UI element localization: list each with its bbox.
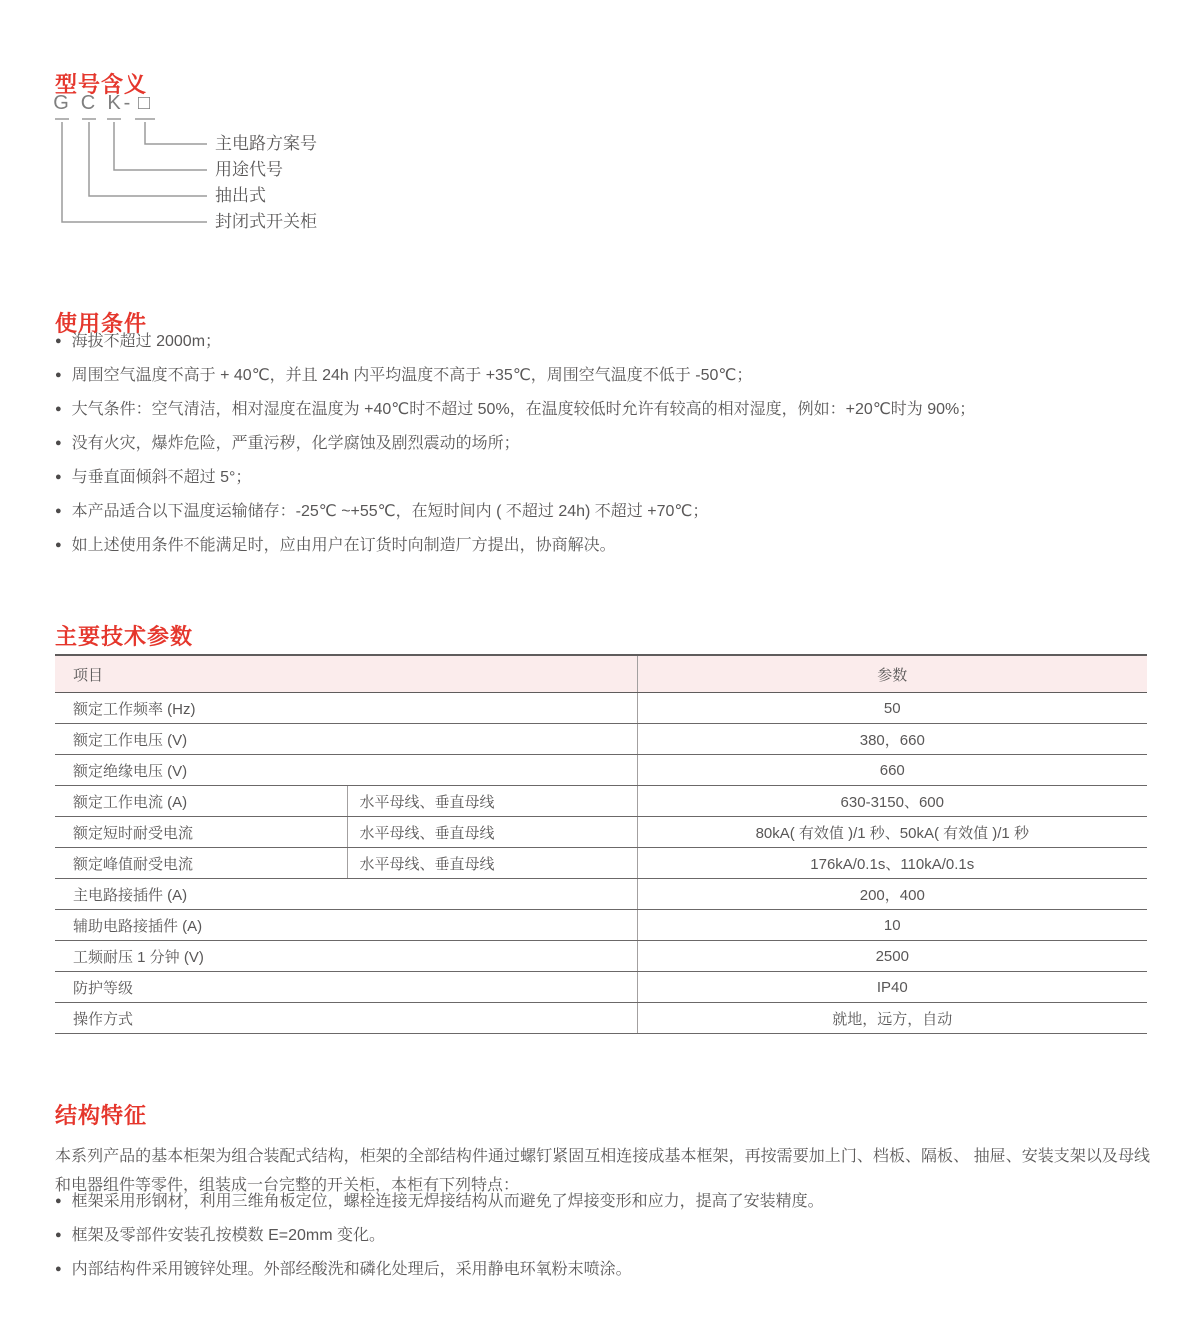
table-row (55, 910, 1147, 941)
model-code-connector-lines (0, 0, 780, 250)
list-item (55, 467, 1155, 488)
param-item: 额定工作电压 (V) (55, 724, 637, 755)
param-item: 额定工作频率 (Hz) (55, 693, 637, 724)
param-item: 额定工作电流 (A) (55, 786, 347, 817)
bullet-icon: ● (55, 403, 62, 415)
bullet-icon: ● (55, 1229, 62, 1241)
model-section-title: 型号含义 (55, 72, 148, 98)
column-header-item: 项目 (55, 655, 637, 693)
usage-conditions-list (55, 331, 1155, 569)
table-row (55, 879, 1147, 910)
param-value: 80kA( 有效值 )/1 秒、50kA( 有效值 )/1 秒 (637, 817, 1147, 848)
bullet-icon: ● (55, 539, 62, 551)
param-value: 630-3150、600 (637, 786, 1147, 817)
bullet-icon: ● (55, 369, 62, 381)
param-value: 660 (637, 755, 1147, 786)
list-item-text: 大气条件：空气清洁，相对湿度在温度为 +40℃时不超过 50%，在温度较低时允许有较高的相对湿度，例如：+20℃时为 90%； (71, 401, 976, 418)
code-letter-k: K (107, 92, 121, 114)
code-letter-c: C (80, 92, 96, 114)
list-item (55, 365, 1155, 386)
param-item: 主电路接插件 (A) (55, 879, 637, 910)
list-item-text: 如上述使用条件不能满足时，应由用户在订货时向制造厂方提出，协商解决。 (71, 537, 616, 554)
list-item (55, 501, 1155, 522)
bullet-icon: ● (55, 1195, 62, 1207)
param-item: 工频耐压 1 分钟 (V) (55, 941, 637, 972)
list-item (55, 535, 1155, 556)
structure-intro-paragraph: 本系列产品的基本柜架为组合装配式结构，柜架的全部结构件通过螺钉紧固互相连接成基本框架，再按需要加上门、档板、隔板、 抽屉、安装支架以及母线和电器组件等零件，组装成一台完整的开关柜，本柜有下列特点： (55, 1148, 1150, 1194)
param-item: 额定峰值耐受电流 (55, 848, 347, 879)
param-item: 额定短时耐受电流 (55, 817, 347, 848)
list-item-text: 与垂直面倾斜不超过 5°； (71, 469, 252, 486)
list-item (55, 1259, 1155, 1280)
usage-section-title: 使用条件 (55, 311, 148, 337)
bullet-icon: ● (55, 471, 62, 483)
list-item (55, 331, 1155, 352)
param-sub-item: 水平母线、垂直母线 (347, 817, 637, 848)
param-item: 防护等级 (55, 972, 637, 1003)
table-header-row (55, 655, 1147, 693)
list-item-text: 框架采用形钢材，利用三维角板定位，螺栓连接无焊接结构从而避免了焊接变形和应力，提高了安装精度。 (71, 1193, 824, 1210)
table-row (55, 693, 1147, 724)
param-value: 380，660 (637, 724, 1147, 755)
table-row (55, 724, 1147, 755)
code-letter-g: G (53, 92, 69, 114)
param-value: IP40 (637, 972, 1147, 1003)
param-item: 辅助电路接插件 (A) (55, 910, 637, 941)
param-value: 200，400 (637, 879, 1147, 910)
param-value: 176kA/0.1s、110kA/0.1s (637, 848, 1147, 879)
list-item-text: 周围空气温度不高于 + 40℃，并且 24h 内平均温度不高于 +35℃，周围空气温度不低于 -50℃； (71, 367, 753, 384)
params-section-title: 主要技术参数 (55, 624, 194, 650)
list-item-text: 框架及零部件安装孔按模数 E=20mm 变化。 (71, 1227, 386, 1244)
code-letter-dash: - (123, 92, 131, 114)
code-label-drawout-type: 抽出式 (215, 186, 266, 205)
param-value: 50 (637, 693, 1147, 724)
bullet-icon: ● (55, 1263, 62, 1275)
param-sub-item: 水平母线、垂直母线 (347, 848, 637, 879)
list-item-text: 海拔不超过 2000m； (71, 333, 222, 350)
list-item (55, 1191, 1155, 1212)
param-item: 额定绝缘电压 (V) (55, 755, 637, 786)
bullet-icon: ● (55, 437, 62, 449)
code-letter-box: □ (137, 92, 151, 114)
code-label-usage-code: 用途代号 (215, 160, 283, 179)
table-row (55, 972, 1147, 1003)
param-value: 就地，远方，自动 (637, 1003, 1147, 1034)
param-value: 2500 (637, 941, 1147, 972)
param-value: 10 (637, 910, 1147, 941)
table-row (55, 755, 1147, 786)
table-row (55, 848, 1147, 879)
code-label-scheme-number: 主电路方案号 (215, 134, 317, 153)
list-item-text: 内部结构件采用镀锌处理。外部经酸洗和磷化处理后，采用静电环氧粉末喷涂。 (71, 1261, 632, 1278)
list-item (55, 433, 1155, 454)
table-row (55, 817, 1147, 848)
bullet-icon: ● (55, 505, 62, 517)
list-item-text: 本产品适合以下温度运输储存：-25℃ ~+55℃，在短时间内 ( 不超过 24h) 不超过 +70℃； (71, 503, 709, 520)
param-sub-item: 水平母线、垂直母线 (347, 786, 637, 817)
structure-features-list (55, 1191, 1155, 1293)
list-item-text: 没有火灾，爆炸危险，严重污秽，化学腐蚀及剧烈震动的场所； (71, 435, 520, 452)
bullet-icon: ● (55, 335, 62, 347)
table-row (55, 1003, 1147, 1034)
list-item (55, 1225, 1155, 1246)
structure-section-title: 结构特征 (55, 1103, 148, 1129)
column-header-param: 参数 (637, 655, 1147, 693)
table-row (55, 941, 1147, 972)
parameters-table (55, 654, 1147, 1034)
code-label-enclosed-switchgear: 封闭式开关柜 (215, 212, 317, 231)
list-item (55, 399, 1155, 420)
param-item: 操作方式 (55, 1003, 637, 1034)
table-row (55, 786, 1147, 817)
